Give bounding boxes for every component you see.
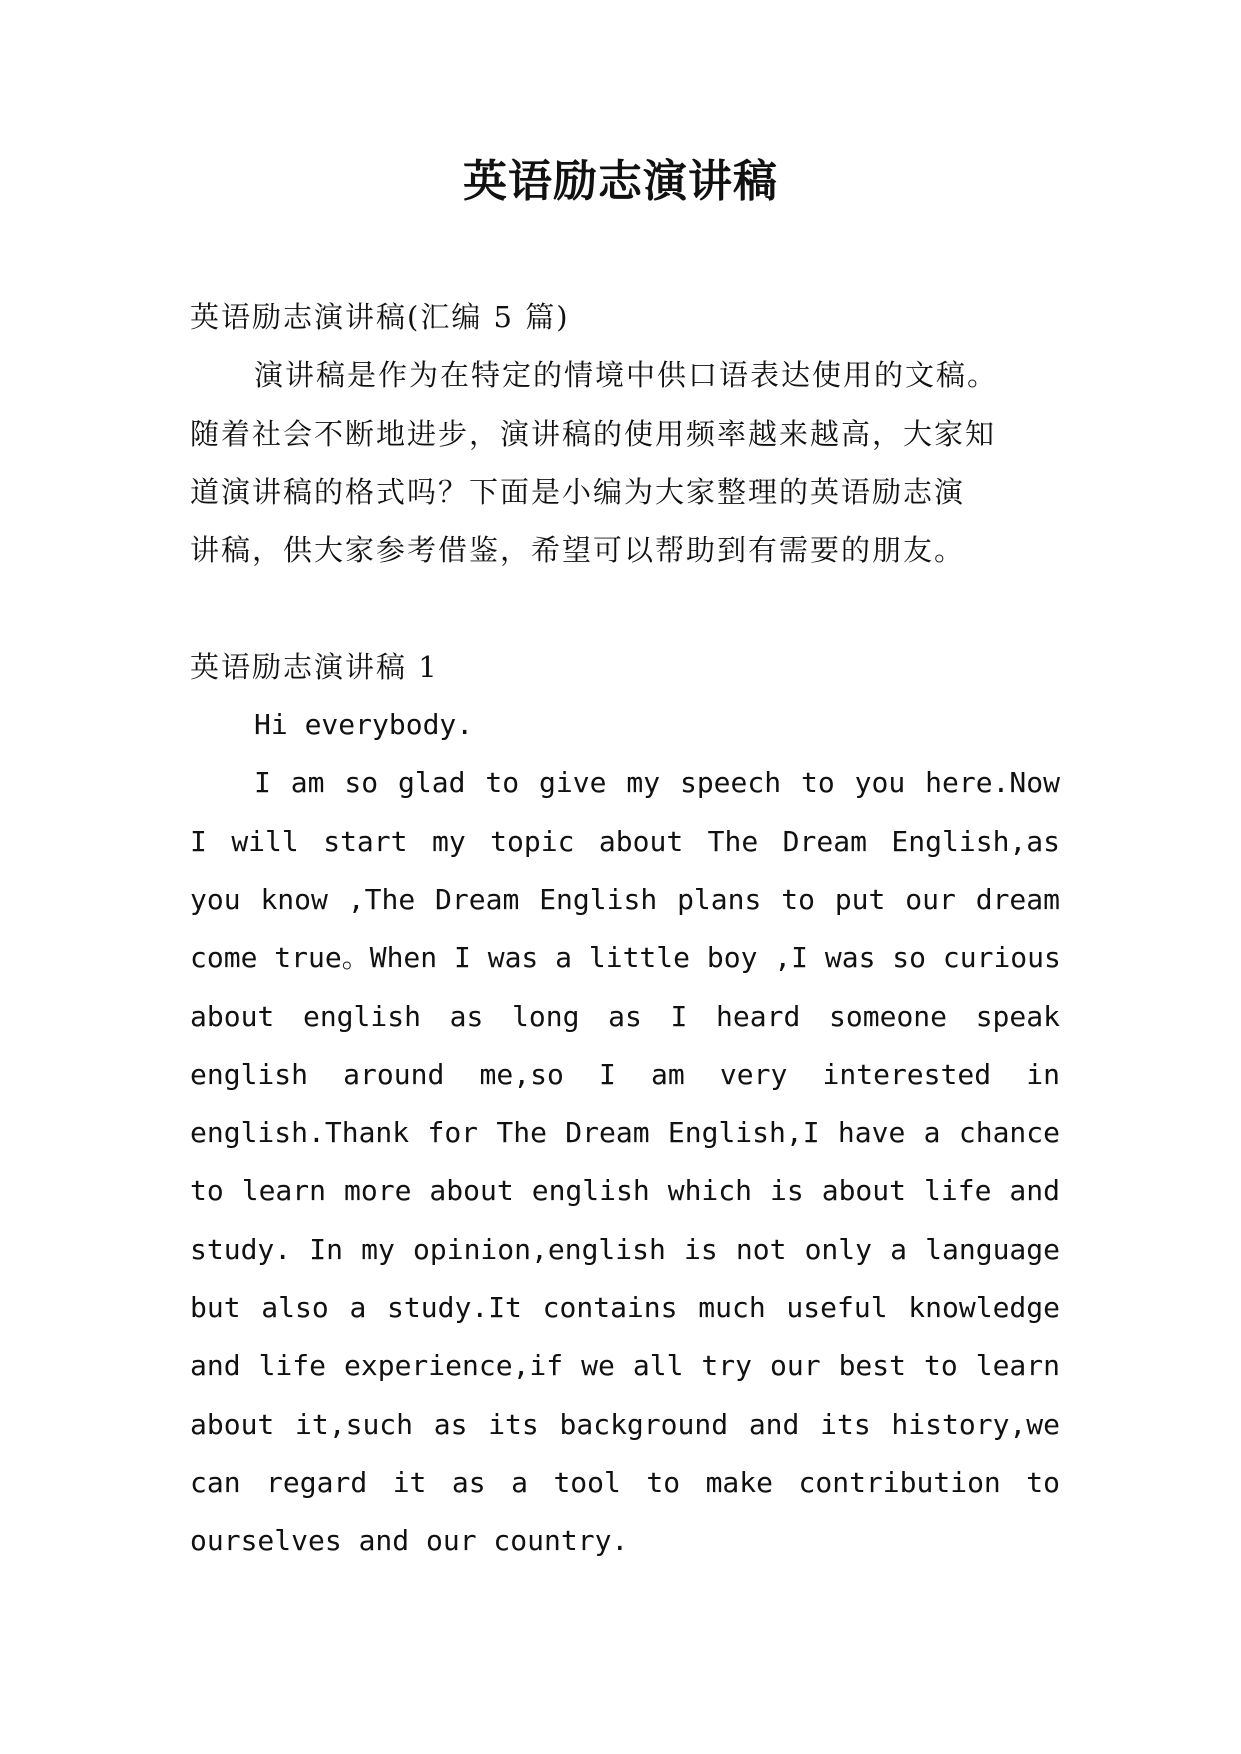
intro-line: 演讲稿是作为在特定的情境中供口语表达使用的文稿。 [254, 358, 999, 393]
speech-line: I am so glad to give my speech to you here.Now [254, 766, 1060, 800]
intro-line: 随着社会不断地进步，演讲稿的使用频率越来越高，大家知 [190, 416, 997, 451]
speech-line: but also a study.It contains much useful knowledge [190, 1291, 1060, 1325]
document-title: 英语励志演讲稿 [463, 156, 778, 207]
speech-line: can regard it as a tool to make contribution to [190, 1465, 1060, 1499]
speech-line: about it,such as its background and its history,we [190, 1407, 1060, 1441]
document-body [190, 288, 1060, 1571]
speech-line: english around me,so I am very interested in [190, 1057, 1060, 1091]
intro-line: 道演讲稿的格式吗？下面是小编为大家整理的英语励志演 [190, 474, 966, 509]
section-heading: 英语励志演讲稿 1 [190, 649, 439, 684]
speech-line: about english as long as I heard someone speak [190, 999, 1060, 1033]
speech-line: ourselves and our country. [190, 1524, 629, 1558]
paragraph-gap [190, 579, 1060, 637]
speech-greeting: Hi everybody. [254, 708, 474, 742]
speech-line: come true。When I was a little boy ,I was so curious [190, 941, 1061, 975]
speech-line: you know ,The Dream English plans to put our dream [190, 882, 1060, 916]
speech-line: I will start my topic about The Dream English,as [190, 824, 1060, 858]
document-subtitle: 英语励志演讲稿(汇编 5 篇) [190, 300, 570, 334]
speech-line: study. In my opinion,english is not only a language [190, 1232, 1060, 1266]
intro-line: 讲稿，供大家参考借鉴，希望可以帮助到有需要的朋友。 [190, 533, 966, 568]
speech-line: to learn more about english which is about life and [190, 1174, 1060, 1208]
speech-line: and life experience,if we all try our best to learn [190, 1349, 1060, 1383]
speech-line: english.Thank for The Dream English,I have a chance [190, 1116, 1060, 1150]
